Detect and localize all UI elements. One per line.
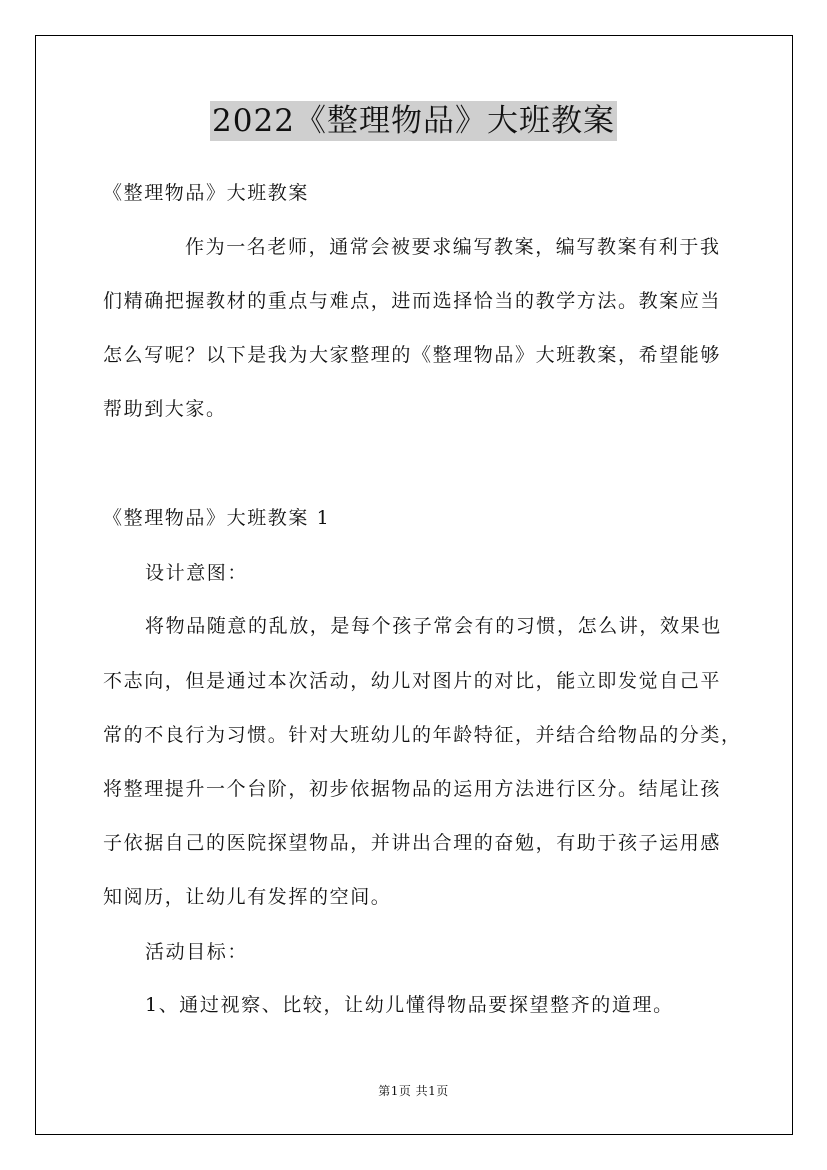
design-line-5: 子依据自己的医院探望物品，并讲出合理的奋勉，有助于孩子运用感: [103, 832, 722, 854]
page-footer: 第1页 共1页: [378, 1084, 449, 1098]
document-subtitle: 《整理物品》大班教案: [103, 182, 310, 204]
design-line-4: 将整理提升一个台阶，初步依据物品的运用方法进行区分。结尾让孩: [103, 778, 722, 800]
document-title: 2022《整理物品》大班教案: [212, 103, 615, 139]
intro-line-1: 作为一名老师，通常会被要求编写教案，编写教案有利于我: [185, 236, 721, 258]
design-line-2: 不志向，但是通过本次活动，幼儿对图片的对比，能立即发觉自己平: [103, 670, 722, 692]
title-container: [0, 101, 827, 141]
design-line-6: 知阅历，让幼儿有发挥的空间。: [103, 886, 392, 908]
design-line-3: 常的不良行为习惯。针对大班幼儿的年龄特征，并结合给物品的分类，: [103, 724, 742, 746]
intro-line-3: 怎么写呢？以下是我为大家整理的《整理物品》大班教案，希望能够: [103, 344, 722, 366]
goal-item-1: 1、通过视察、比较，让幼儿懂得物品要探望整齐的道理。: [145, 994, 674, 1016]
design-label: 设计意图：: [145, 562, 249, 584]
intro-line-4: 帮助到大家。: [103, 398, 227, 420]
design-line-1: 将物品随意的乱放，是每个孩子常会有的习惯，怎么讲，效果也: [145, 615, 722, 637]
section-heading: 《整理物品》大班教案 1: [103, 507, 331, 529]
goal-label: 活动目标：: [145, 941, 249, 963]
intro-line-2: 们精确把握教材的重点与难点，进而选择恰当的教学方法。教案应当: [103, 290, 722, 312]
